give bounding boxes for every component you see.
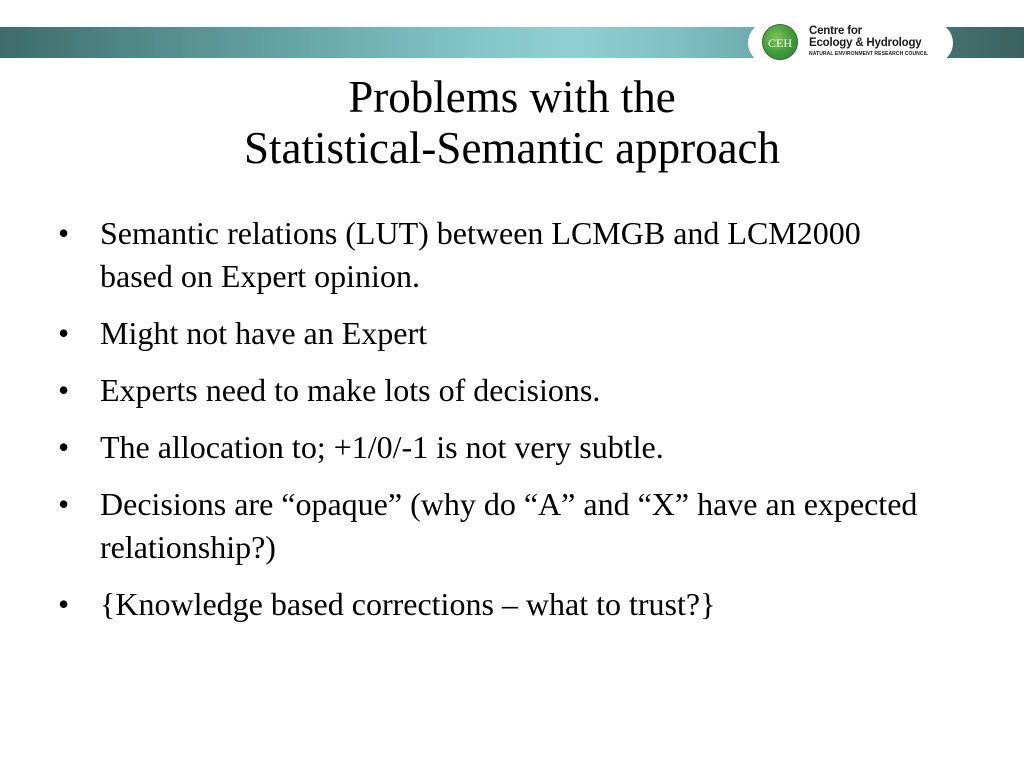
bullet-dot-icon: • xyxy=(58,486,70,522)
bullet-item xyxy=(58,312,938,355)
bullet-item xyxy=(58,583,938,626)
logo-line-1: Centre for xyxy=(809,25,862,37)
bullet-text: Semantic relations (LUT) between LCMGB and LCM2000 based on Expert opinion. xyxy=(100,215,861,294)
bullet-item xyxy=(58,483,938,569)
ceh-logo-mark-icon xyxy=(762,24,798,60)
bullet-dot-icon: • xyxy=(58,586,70,622)
bullet-dot-icon: • xyxy=(58,429,70,465)
logo-line-2: Ecology & Hydrology xyxy=(809,37,922,49)
bullet-item xyxy=(58,426,938,469)
bullet-dot-icon: • xyxy=(58,315,70,351)
bullet-list xyxy=(58,212,938,640)
bullet-text: Experts need to make lots of decisions. xyxy=(100,372,601,408)
bullet-text: Decisions are “opaque” (why do “A” and “X” have an expected relationship?) xyxy=(100,486,918,565)
bullet-item xyxy=(58,369,938,412)
bullet-text: Might not have an Expert xyxy=(100,315,428,351)
bullet-item xyxy=(58,212,938,298)
bullet-dot-icon: • xyxy=(58,215,70,251)
logo-line-3: NATURAL ENVIRONMENT RESEARCH COUNCIL xyxy=(809,51,929,57)
slide-title-line-2: Statistical-Semantic approach xyxy=(243,123,781,173)
logo-mark-text: CEH xyxy=(768,36,792,50)
slide-title xyxy=(0,72,1024,174)
bullet-dot-icon: • xyxy=(58,372,70,408)
bullet-text: The allocation to; +1/0/-1 is not very subtle. xyxy=(100,429,664,465)
logo-wordmark xyxy=(809,25,928,58)
slide-title-line-1: Problems with the xyxy=(348,72,676,122)
bullet-text: {Knowledge based corrections – what to trust?} xyxy=(100,586,716,622)
